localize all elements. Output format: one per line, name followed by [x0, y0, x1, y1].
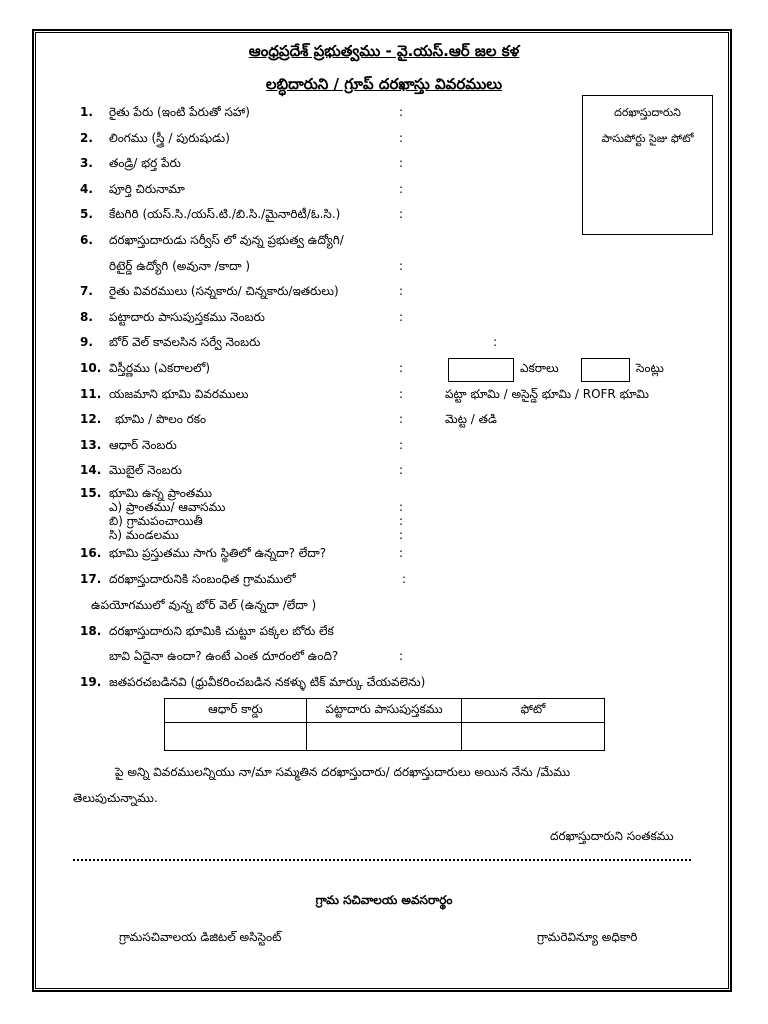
item-number: 17.	[80, 572, 102, 586]
colon: :	[399, 131, 404, 145]
item-label-farmer-name: రైతు పేరు (ఇంటి పేరుతో సహా)	[109, 105, 250, 119]
colon: :	[399, 182, 404, 196]
item-number: 11.	[80, 387, 102, 401]
acres-input-box[interactable]	[448, 358, 514, 382]
item-number: 3.	[80, 156, 93, 170]
field-type-options: మెట్ట / తడి	[445, 412, 497, 426]
cents-input-box[interactable]	[581, 358, 630, 382]
item-label-farmer-type: రైతు వివరములు (సన్నకారు/ చిన్నకారు/ఇతరులు)	[109, 284, 339, 298]
item-label-aadhaar: ఆధార్ నెంబరు	[109, 438, 177, 452]
land-type-options: పట్టా భూమి / అసైన్డ్ భూమి / ROFR భూమి	[445, 387, 649, 401]
colon: :	[399, 105, 404, 119]
colon: :	[399, 514, 404, 528]
item-number: 7.	[80, 284, 93, 298]
item-label-mobile: మొబైల్ నెంబరు	[109, 463, 182, 477]
dotted-separator	[73, 859, 691, 861]
applicant-signature-label: దరఖాస్తుదారుని సంతకము	[550, 829, 674, 843]
declaration-line-2: తెలుపుచున్నాము.	[73, 791, 158, 805]
declaration-line-1: పై అన్ని వివరములన్నియు నా/మా సమ్మతిన దరఖాస్తుదారు/ దరఖాస్తుదారులు అయిన నేను /మేము	[115, 765, 571, 779]
item-number: 5.	[80, 207, 93, 221]
colon: :	[493, 335, 498, 349]
office-use-heading: గ్రామ సచివాలయ అవసరార్థం	[315, 893, 453, 907]
acres-unit-label: ఎకరాలు	[520, 361, 559, 375]
item-label-existing-borewell: దరఖాస్తుదారునికి సంబంధిత గ్రామములో	[109, 572, 296, 586]
checkbox-aadhaar-card[interactable]	[165, 723, 307, 751]
colon: :	[402, 572, 407, 586]
header-passbook: పట్టాదారు పాసుపుస్తకము	[307, 699, 462, 723]
item-number: 15.	[80, 486, 102, 500]
item-label-cultivation-status: భూమి ప్రస్తుతము సాగు స్థితిలో ఉన్నదా? లేదా?	[109, 546, 327, 560]
item-label-attachments: జతపరచబడినవి (ధ్రువీకరించబడిన నకళ్ళు టిక్ మార్కు చేయవలెను)	[109, 675, 426, 689]
item-label-owner-land: యజమాని భూమి వివరములు	[109, 387, 249, 401]
item-label-govt-employee: దరఖాస్తుదారుడు సర్వీస్ లో వున్న ప్రభుత్వ ఉద్యోగి/	[109, 233, 344, 247]
item-label-nearby-well-cont: బావి ఏదైనా ఉందా? ఉంటే ఎంత దూరంలో ఉంది?	[109, 649, 339, 663]
colon: :	[399, 438, 404, 452]
item-label-address: పూర్తి చిరునామా	[109, 182, 185, 196]
item-number: 6.	[80, 233, 93, 247]
checkbox-passbook[interactable]	[307, 723, 462, 751]
header-photo: ఫోటో	[462, 699, 605, 723]
passport-photo-box	[582, 95, 713, 235]
colon: :	[399, 546, 404, 560]
item-number: 9.	[80, 335, 93, 349]
page-title: ఆంధ్రప్రదేశ్ ప్రభుత్వము - వై.యస్.ఆర్ జల కళ	[248, 42, 520, 60]
colon: :	[399, 387, 404, 401]
colon: :	[399, 649, 404, 663]
item-sub-habitation: ఎ) ప్రాంతము/ ఆవాసము	[109, 500, 226, 514]
item-number: 8.	[80, 310, 93, 324]
header-aadhaar-card: ఆధార్ కార్డు	[165, 699, 307, 723]
item-label-gender: లింగము (స్త్రీ / పురుషుడు)	[109, 131, 230, 145]
page-subtitle: లబ్ధిదారుని / గ్రూప్ దరఖాస్తు వివరములు	[265, 75, 503, 93]
cents-unit-label: సెంట్లు	[636, 361, 664, 375]
colon: :	[399, 412, 404, 426]
item-number: 2.	[80, 131, 93, 145]
item-label-survey-number: బోర్ వెల్ కావలసిన సర్వే నెంబరు	[109, 335, 261, 349]
item-number: 19.	[80, 675, 102, 689]
colon: :	[399, 500, 404, 514]
item-number: 10.	[80, 361, 102, 375]
item-label-field-type: భూమి / పొలం రకం	[115, 412, 207, 426]
item-number: 12.	[80, 412, 102, 426]
item-label-govt-employee-cont: రిటైర్డ్ ఉద్యోగి (అవునా /కాదా )	[109, 259, 251, 273]
checkbox-photo[interactable]	[462, 723, 605, 751]
table-row	[165, 723, 605, 751]
colon: :	[399, 361, 404, 375]
colon: :	[399, 156, 404, 170]
item-label-existing-borewell-cont: ఉపయోగములో వున్న బోర్ వెల్ (ఉన్నదా /లేదా )	[91, 598, 317, 612]
item-label-father-name: తండ్రి/ భర్త పేరు	[109, 156, 181, 170]
item-label-passbook-number: పట్టాదారు పాసుపుస్తకము నెంబరు	[109, 310, 265, 324]
item-label-land-location: భూమి ఉన్న ప్రాంతము	[109, 486, 213, 500]
item-label-category: కేటగిరి (యస్.సి./యస్.టి./బి.సి./మైనారిటీ/ఓ.సి.)	[109, 207, 341, 221]
colon: :	[399, 284, 404, 298]
item-number: 16.	[80, 546, 102, 560]
table-header-row	[165, 699, 605, 723]
photo-box-line-1: దరఖాస్తుదారుని	[614, 106, 681, 119]
item-label-nearby-well: దరఖాస్తుదారుని భూమికి చుట్టూ పక్కల బోరు లేక	[109, 624, 334, 638]
item-number: 14.	[80, 463, 102, 477]
colon: :	[399, 207, 404, 221]
item-number: 13.	[80, 438, 102, 452]
photo-box-line-2: పాసుపోర్టు సైజు ఫోటో	[601, 132, 694, 145]
attachments-table	[164, 698, 605, 751]
item-label-extent: విస్తీర్ణము (ఎకరాలలో)	[109, 361, 210, 375]
digital-assistant-label: గ్రామసచివాలయ డిజిటల్ అసిస్టెంట్	[119, 930, 282, 944]
item-sub-panchayat: బి) గ్రామపంచాయితీ	[109, 514, 203, 528]
item-number: 18.	[80, 624, 102, 638]
colon: :	[399, 463, 404, 477]
colon: :	[399, 310, 404, 324]
item-number: 4.	[80, 182, 93, 196]
item-sub-mandal: సి) మండలము	[109, 528, 179, 542]
colon: :	[399, 259, 404, 273]
revenue-officer-label: గ్రామరెవిన్యూ అధికారి	[537, 930, 638, 944]
colon: :	[399, 528, 404, 542]
item-number: 1.	[80, 105, 93, 119]
